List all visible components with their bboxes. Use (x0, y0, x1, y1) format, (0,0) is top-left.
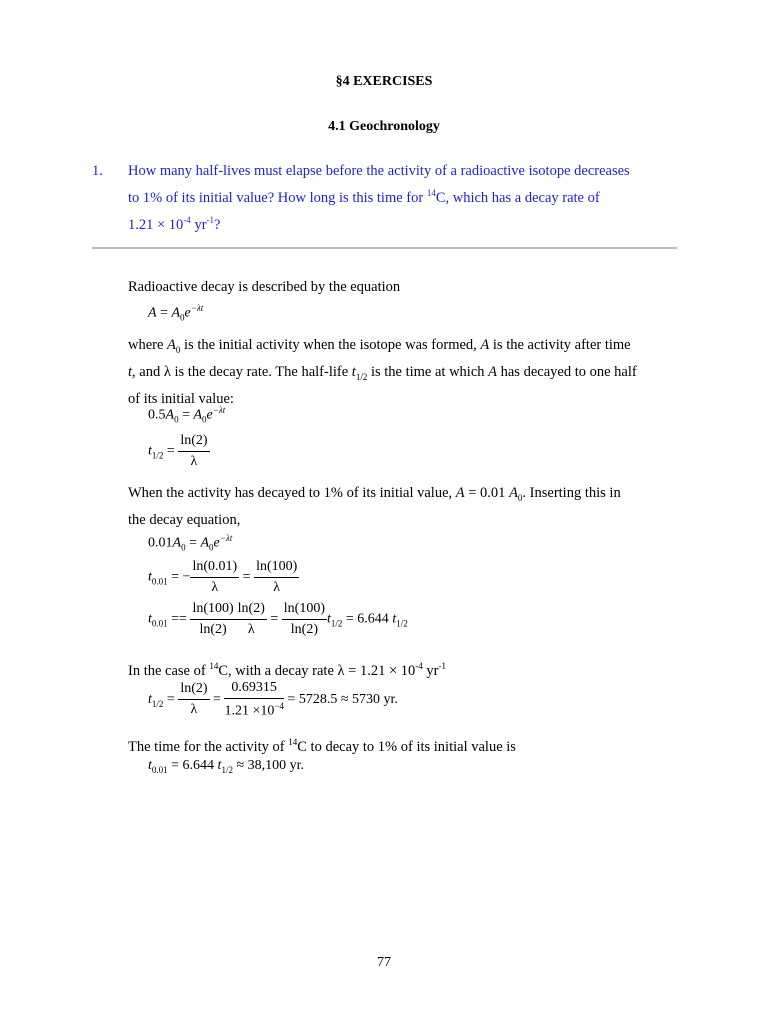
answer-paragraph-4: The time for the activity of $^{14}$C to decay to 1% of its initial value is (128, 737, 516, 755)
separator-rule (92, 247, 677, 249)
subsection-title: 4.1 Geochronology (328, 119, 440, 134)
question-number: 1. (92, 163, 103, 179)
question-line-2: to 1% of its initial value? How long is this time for $^{14}$C, which has a decay rate of (128, 188, 600, 206)
question-text (128, 160, 688, 236)
answer-intro: Radioactive decay is described by the equation (128, 279, 401, 295)
question-line-1: How many half-lives must elapse before the activity of a radioactive isotope decreases (128, 163, 630, 179)
equation-half-life: $t_{1/2}$ = $\frac{\ln(2)}{\lambda}$ (148, 433, 208, 469)
question-line-3: $1.21 \times 10^{-4}$ $yr^{-1}$? (128, 214, 221, 233)
equation-decay-law: $A = A_0e^{-\lambda t}$ (148, 303, 204, 323)
equation-time-in-half-lives: $t_{0.01}$ == $\frac{\ln(100)}{\ln(2)}$ $\frac{\ln(2)}{\lambda}$ = $\frac{\ln(100)}{\ln(2)}$ $t_{1/2} = 6.644$ $t_{1/2}$ (148, 601, 408, 637)
answer-paragraph-3: In the case of $^{14}$C, with a decay rate $\lambda = 1.21 \times 10^{-4}$ $yr^{-1}$ (128, 661, 446, 679)
equation-time-one-percent: $t_{0.01}$ = − $\frac{\ln(0.01)}{\lambda}$ = $\frac{\ln(100)}{\lambda}$ (148, 559, 298, 595)
equation-one-percent: $0.01A_0 = A_0e^{-\lambda t}$ (148, 533, 233, 553)
equation-final-result: $t_{0.01} = 6.644$ $t_{1/2} \approx 38,100$ yr. (148, 758, 305, 775)
equation-c14-half-life: $t_{1/2}$ = $\frac{\ln(2)}{\lambda}$ = $\frac{0.69315}{1.21 \times 10^{-4}}$ = 5728.5 ≈ 5730 yr. (148, 680, 398, 719)
section-title: §4 EXERCISES (335, 74, 433, 89)
equation-half-activity: $0.5A_0 = A_0e^{-\lambda t}$ (148, 405, 226, 425)
answer-paragraph-1: where $A_0$ is the initial activity when the isotope was formed, A is the activity after time t, and λ is the decay rate. The half-life $t_{1/2}$ is the time at which A has decayed to one half of its initial value: (128, 337, 637, 407)
page-number: 77 (377, 955, 391, 970)
answer-paragraph-2: When the activity has decayed to 1% of its initial value, A = 0.01 $A_0$. Inserting this in the decay equation, (128, 485, 621, 528)
